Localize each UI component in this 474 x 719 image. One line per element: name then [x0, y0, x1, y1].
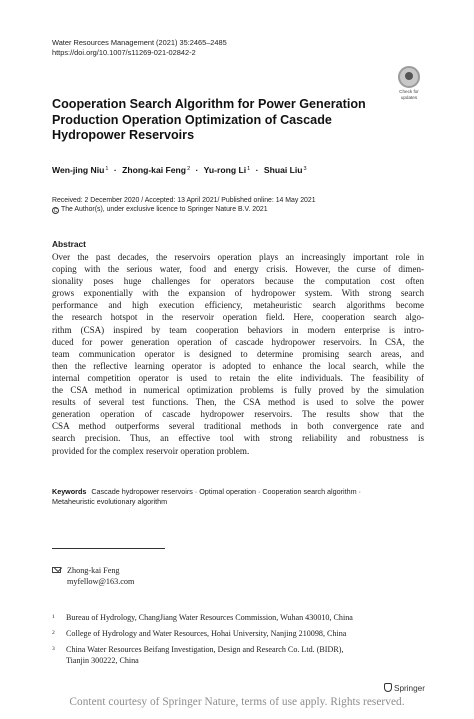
check-for-updates-line2: updates [400, 95, 418, 101]
abstract-line: performance and high execution efficiency, metaheuristic search algorithms become [52, 300, 424, 311]
affiliations [52, 613, 432, 672]
history-dates: Received: 2 December 2020 / Accepted: 13 April 2021/ Published online: 14 May 2021 [52, 197, 316, 204]
article-title [52, 97, 382, 144]
abstract-line: results of several test functions. Then, the CSA method is used to solve the power [52, 397, 424, 408]
check-for-updates-line1: Check for [399, 89, 419, 94]
abstract-line: Over the past decades, the reservoirs operation plays an increasingly important role in [52, 252, 424, 262]
contact-line [52, 566, 134, 577]
abstract-line: rithm (CSA) inspired by team cooperation behaviors in modern enterprise is intro- [52, 324, 424, 335]
author-affiliation-ref: 1 [247, 166, 251, 172]
abstract-line: grows exponentially with the expansion of hydropower system. With strong search [52, 288, 424, 299]
abstract-line: internal competition operator is used to retain the elite individuals. The feasibility of [52, 372, 424, 383]
affiliation-number: 2 [52, 630, 55, 637]
affiliation-number: 1 [52, 614, 55, 620]
author-separator: · [255, 165, 259, 175]
journal-citation [52, 38, 227, 58]
title-line: Production Operation Optimization of Cascade [52, 112, 332, 127]
abstract-line: sionality poses huge challenges for operators because the computation cost often [52, 276, 424, 287]
author-name[interactable]: Yu-rong Li [203, 165, 247, 175]
abstract-line: team communication operator is designed to determine promising search areas, and [52, 348, 424, 359]
affiliation-item [52, 629, 432, 640]
keywords-text: Metaheuristic evolutionary algorithm [52, 497, 168, 507]
publisher-logo [384, 683, 425, 693]
journal-name: Water Resources Management (2021) 35:2465–2485 [52, 38, 227, 47]
title-line: Cooperation Search Algorithm for Power Generation [52, 97, 366, 111]
author-separator: · [113, 165, 117, 175]
contact-email[interactable]: myfellow@163.com [67, 576, 135, 586]
publisher-name: Springer [394, 684, 425, 693]
affiliation-number: 3 [52, 646, 55, 653]
courtesy-notice: Content courtesy of Springer Nature, terms of use apply. Rights reserved. [69, 696, 405, 708]
abstract-line: generation operation of cascade hydropower reservoirs. The results show that the [52, 409, 424, 420]
abstract-body [52, 251, 424, 457]
affiliation-text: College of Hydrology and Water Resources, Hohai University, Nanjing 210098, China [66, 629, 347, 639]
check-for-updates-icon [398, 66, 420, 88]
author-affiliation-ref: 3 [303, 166, 307, 172]
author-separator: · [195, 165, 199, 175]
title-line: Hydropower Reservoirs [52, 128, 195, 142]
abstract-line: duced for power generation operation of cascade hydropower reservoirs. In CSA, the [52, 336, 424, 347]
abstract-line: the CSA method in numerical optimization problems is fully proved by the simulation [52, 385, 424, 396]
affiliation-text: China Water Resources Beifang Investigation, Design and Research Co. Ltd. (BIDR), [66, 645, 344, 655]
author-affiliation-ref: 2 [187, 166, 191, 172]
abstract-heading: Abstract [52, 239, 86, 249]
keywords-line [52, 487, 430, 497]
springer-horse-icon [384, 683, 392, 692]
copyright-line [52, 205, 316, 214]
copyright-icon: C [53, 208, 58, 215]
affiliation-text: Tianjin 300222, China [66, 655, 139, 665]
abstract-line: provided for the complex reservoir operation problem. [52, 445, 250, 456]
keywords-text: Cascade hydropower reservoirs · Optimal operation · Cooperation search algorithm · [91, 487, 362, 496]
abstract-line: coping with the serious water, food and energy crisis. However, the curse of dimen- [52, 264, 424, 275]
abstract-line: the research hotspot in the reservoir operation field. Here, cooperation search algo- [52, 312, 424, 323]
author-name[interactable]: Wen-jing Niu [52, 165, 105, 175]
envelope-icon [52, 567, 61, 573]
affiliation-item [52, 613, 432, 624]
author-affiliation-ref: 1 [105, 166, 109, 172]
keywords-label: Keywords [52, 487, 87, 496]
abstract-line: CSA method outperforms several traditional methods in both convergence rate and [52, 421, 424, 432]
keywords [52, 487, 430, 508]
copyright-text: The Author(s), under exclusive licence to Springer Nature B.V. 2021 [61, 206, 268, 214]
affiliation-text: Bureau of Hydrology, ChangJiang Water Resources Commission, Wuhan 430010, China [66, 613, 353, 622]
affiliation-item [52, 645, 432, 666]
author-name[interactable]: Shuai Liu [263, 165, 303, 175]
contact-name: Zhong-kai Feng [67, 566, 120, 575]
publication-dates [52, 196, 316, 215]
abstract-line: search precision. Thus, an effective tool with strong reliability and robustness is [52, 433, 424, 444]
author-name[interactable]: Zhong-kai Feng [122, 165, 187, 175]
check-for-updates-badge[interactable] [393, 66, 425, 102]
doi-link[interactable]: https://doi.org/10.1007/s11269-021-02842-2 [52, 48, 196, 57]
corresponding-author [52, 566, 134, 587]
abstract-line: then the reflective learning operator is adopted to enhance the local search, while the [52, 360, 424, 371]
author-list [52, 164, 307, 176]
footnote-divider [52, 548, 165, 549]
